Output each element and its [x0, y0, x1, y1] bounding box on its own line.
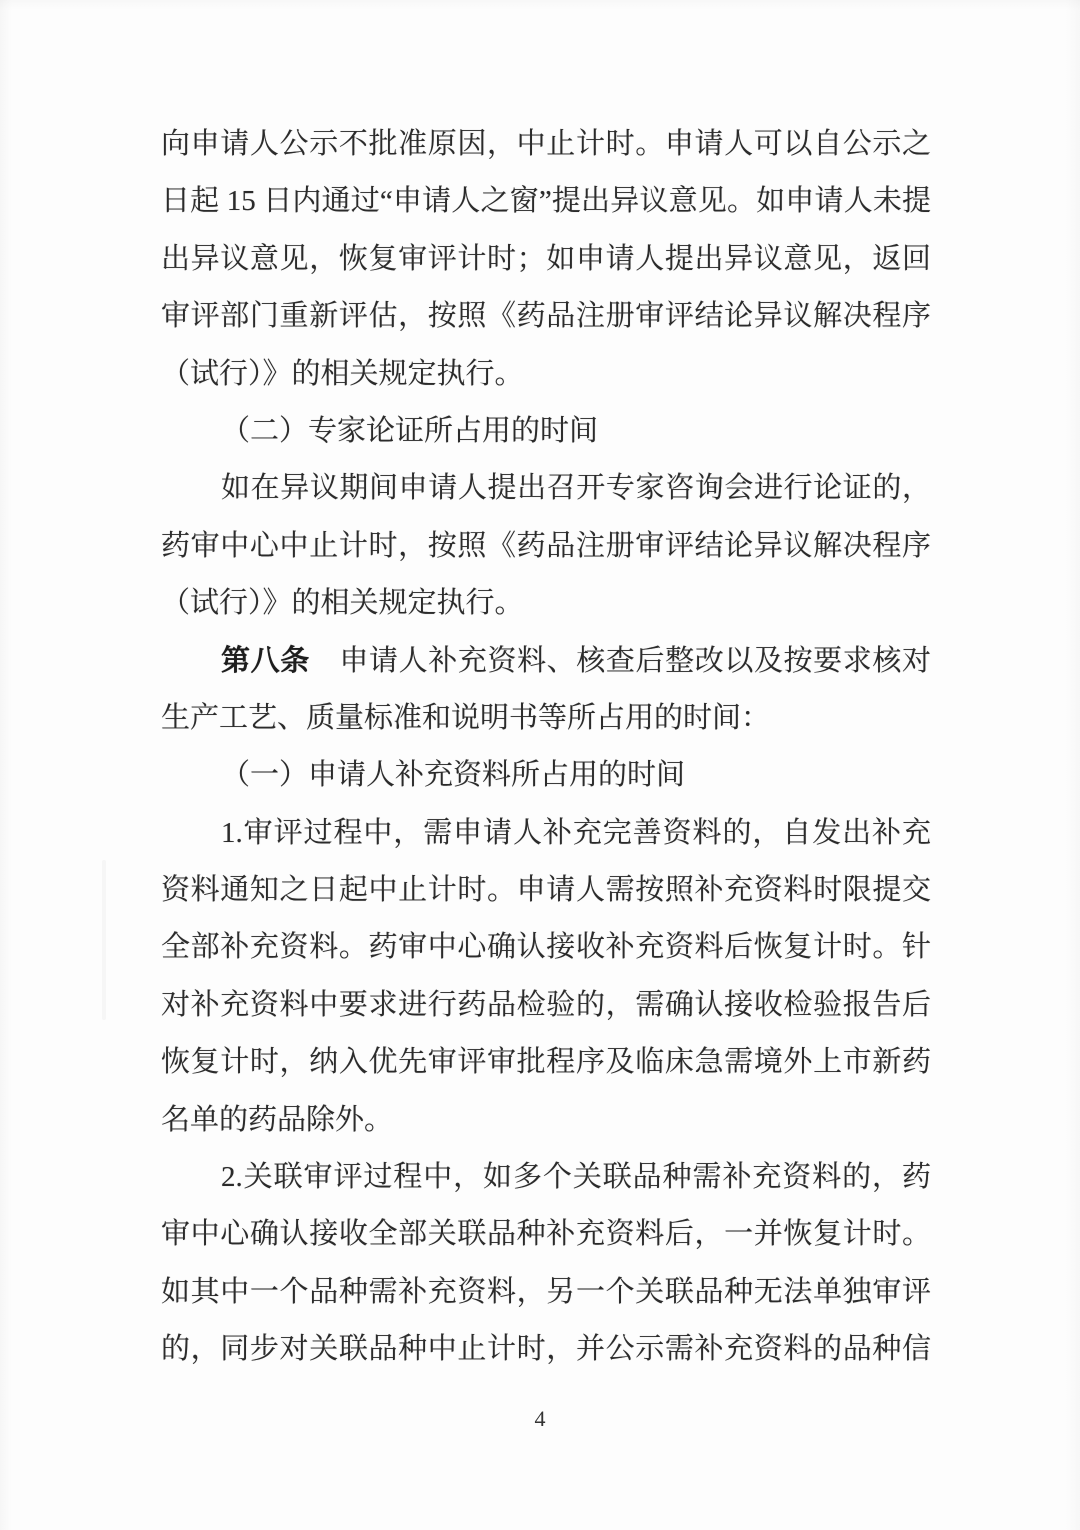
- text-line: 资料通知之日起中止计时。申请人需按照补充资料时限提交: [161, 874, 931, 907]
- text-line: 出异议意见，恢复审评计时；如申请人提出异议意见，返回: [161, 242, 931, 275]
- text-line: 药审中心中止计时，按照《药品注册审评结论异议解决程序: [161, 529, 931, 562]
- text-line: 日起 15 日内通过“申请人之窗”提出异议意见。如申请人未提: [161, 185, 931, 218]
- document-body-text: [161, 116, 931, 1379]
- text-line: 全部补充资料。药审中心确认接收补充资料后恢复计时。针: [161, 931, 931, 964]
- page-number: 4: [534, 1406, 546, 1431]
- text-line: 第八条 申请人补充资料、核查后整改以及按要求核对: [221, 644, 931, 677]
- text-line: 2.关联审评过程中，如多个关联品种需补充资料的，药: [221, 1161, 931, 1194]
- text-line: 向申请人公示不批准原因，中止计时。申请人可以自公示之: [161, 128, 931, 160]
- text-line: 如其中一个品种需补充资料，另一个关联品种无法单独审评: [161, 1275, 931, 1308]
- text-line: 审中心确认接收全部关联品种补充资料后，一并恢复计时。: [161, 1218, 931, 1251]
- scan-shade: [0, 0, 1080, 10]
- text-line: （二）专家论证所占用的时间: [221, 414, 599, 447]
- text-line: （一）申请人补充资料所占用的时间: [221, 759, 686, 792]
- text-line: 如在异议期间申请人提出召开专家咨询会进行论证的，: [221, 472, 931, 505]
- text-line: 的，同步对关联品种中止计时，并公示需补充资料的品种信: [161, 1333, 931, 1366]
- text-line: （试行）》的相关规定执行。: [161, 357, 524, 390]
- scan-artifact: [102, 860, 106, 1020]
- text-line: 1.审评过程中，需申请人补充完善资料的，自发出补充: [221, 816, 931, 849]
- text-line: 名单的药品除外。: [161, 1103, 394, 1136]
- text-line: 审评部门重新评估，按照《药品注册审评结论异议解决程序: [161, 300, 931, 333]
- text-line: 恢复计时，纳入优先审评审批程序及临床急需境外上市新药: [161, 1046, 931, 1079]
- text-line: 对补充资料中要求进行药品检验的，需确认接收检验报告后: [161, 988, 931, 1021]
- text-line: （试行）》的相关规定执行。: [161, 587, 524, 620]
- text-line: 生产工艺、质量标准和说明书等所占用的时间：: [161, 701, 771, 734]
- article-number-bold: 第八条: [221, 644, 310, 677]
